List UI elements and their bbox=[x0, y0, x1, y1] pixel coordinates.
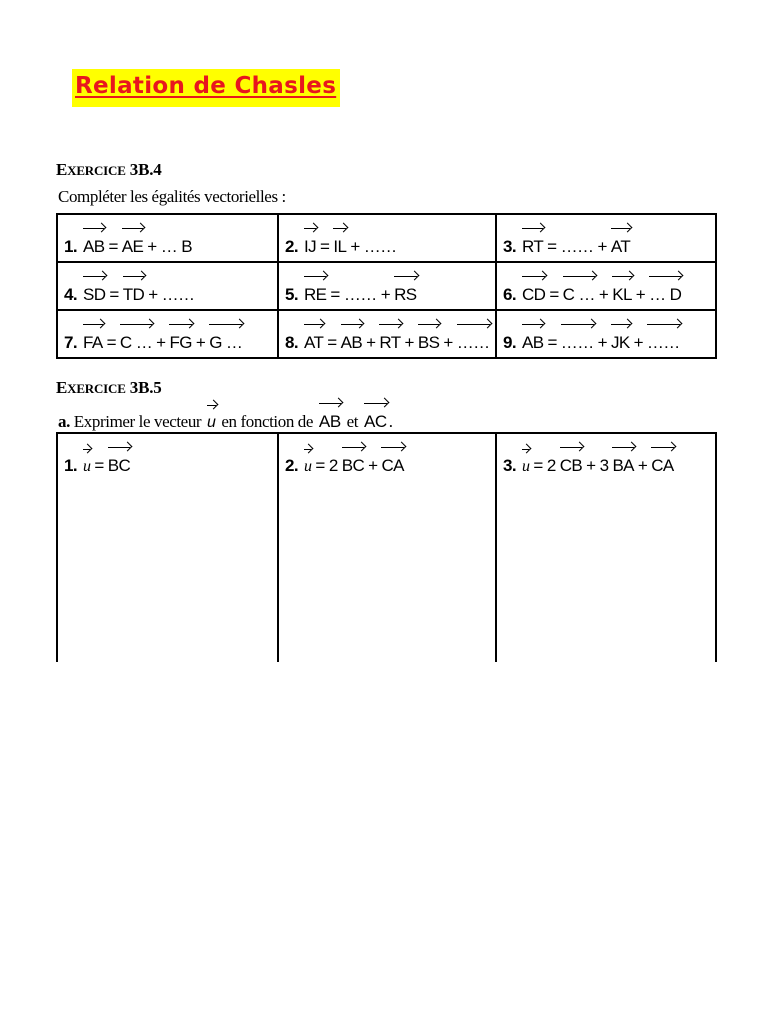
equality-cell bbox=[496, 262, 716, 310]
vector-term: C … bbox=[563, 271, 595, 305]
operator-text: = bbox=[94, 456, 104, 475]
vector-term: CA bbox=[381, 442, 403, 476]
operator-text: + bbox=[156, 333, 166, 352]
operator-text: = bbox=[320, 237, 330, 256]
operator-text: = bbox=[549, 285, 559, 304]
operator-text: + bbox=[443, 333, 453, 352]
equality-cell bbox=[57, 310, 278, 358]
item-number: 1. bbox=[64, 456, 77, 475]
vector-term: IL bbox=[333, 223, 346, 257]
operator-text: + 3 bbox=[586, 456, 609, 475]
operator-text: + bbox=[368, 456, 378, 475]
operator-text: + bbox=[404, 333, 414, 352]
answer-cell bbox=[278, 433, 496, 662]
vector-term: AC bbox=[364, 398, 387, 432]
vector-equality bbox=[503, 215, 715, 261]
equality-cell bbox=[496, 214, 716, 262]
equality-cell bbox=[278, 214, 496, 262]
vector-expression bbox=[285, 434, 495, 480]
vector-term: BA bbox=[612, 442, 633, 476]
exercise-3b4-instruction: Compléter les égalités vectorielles : bbox=[58, 187, 286, 206]
operator-text: Exprimer le vecteur bbox=[69, 412, 206, 431]
vector-term: C … bbox=[120, 319, 152, 353]
vector-term: …… bbox=[561, 319, 594, 353]
vector-term: RE bbox=[304, 271, 326, 305]
vector-equality bbox=[64, 263, 277, 309]
operator-text: = …… + bbox=[330, 285, 391, 304]
operator-text: et bbox=[342, 412, 362, 431]
operator-text: + …… bbox=[148, 285, 195, 304]
operator-text: . bbox=[388, 412, 393, 431]
vector-term: JK bbox=[611, 319, 630, 353]
vector-term: AE bbox=[122, 223, 143, 257]
vector-term: G … bbox=[209, 319, 242, 353]
item-number: 3. bbox=[503, 456, 516, 475]
vector-term: KL bbox=[612, 271, 632, 305]
operator-text: + bbox=[597, 333, 607, 352]
item-number: 2. bbox=[285, 456, 298, 475]
equality-cell bbox=[278, 262, 496, 310]
operator-text: + bbox=[637, 456, 648, 475]
vector-equality bbox=[285, 311, 495, 357]
vector-term: … D bbox=[649, 271, 681, 305]
operator-text: = bbox=[106, 333, 116, 352]
vector-term: CA bbox=[651, 442, 673, 476]
item-number: 2. bbox=[285, 237, 298, 256]
exercise-3b5-instruction bbox=[58, 392, 393, 432]
vector-term: FG bbox=[169, 319, 191, 353]
vector-equality bbox=[64, 215, 277, 261]
vector-term: RT bbox=[379, 319, 400, 353]
item-number: 7. bbox=[64, 333, 77, 352]
operator-text: = bbox=[327, 333, 337, 352]
vector-u: u bbox=[522, 444, 529, 476]
vector-equality bbox=[285, 215, 495, 261]
operator-text: + … B bbox=[147, 237, 192, 256]
operator-text: + …… bbox=[350, 237, 397, 256]
vector-term: RS bbox=[394, 271, 416, 305]
answer-cell bbox=[496, 433, 716, 662]
equality-cell bbox=[278, 310, 496, 358]
operator-text: = …… + bbox=[547, 237, 607, 256]
vector-term: AB bbox=[319, 398, 341, 432]
operator-text: + bbox=[366, 333, 376, 352]
vector-term: IJ bbox=[304, 223, 316, 257]
item-number: 6. bbox=[503, 285, 516, 304]
operator-text: + bbox=[598, 285, 609, 304]
operator-text: + bbox=[633, 333, 643, 352]
equality-cell bbox=[496, 310, 716, 358]
vector-term: BC bbox=[108, 442, 130, 476]
vector-u: u bbox=[83, 444, 90, 476]
operator-text: = bbox=[109, 285, 119, 304]
vector-term: …… bbox=[457, 319, 490, 353]
vector-u: u bbox=[207, 400, 216, 432]
vector-u: u bbox=[304, 444, 311, 476]
vector-term: CD bbox=[522, 271, 545, 305]
item-number: 3. bbox=[503, 237, 516, 256]
vector-term: AB bbox=[83, 223, 104, 257]
operator-text: en fonction de bbox=[217, 412, 317, 431]
operator-text: = 2 bbox=[315, 456, 338, 475]
page-title: Relation de Chasles bbox=[72, 69, 340, 107]
vector-term: RT bbox=[522, 223, 543, 257]
vector-term: FA bbox=[83, 319, 103, 353]
operator-text: = 2 bbox=[533, 456, 556, 475]
operator-text: = bbox=[108, 237, 118, 256]
vector-term: AB bbox=[522, 319, 543, 353]
vector-term: AT bbox=[304, 319, 323, 353]
item-number: 9. bbox=[503, 333, 516, 352]
operator-text: + bbox=[635, 285, 646, 304]
exercise-3b4-heading: EXERCICE 3B.4 bbox=[56, 160, 162, 179]
exercise-3b5-table bbox=[56, 432, 717, 662]
vector-term: BS bbox=[418, 319, 439, 353]
vector-term: AT bbox=[611, 223, 630, 257]
vector-term: TD bbox=[123, 271, 144, 305]
vector-term: …… bbox=[647, 319, 680, 353]
item-number: 1. bbox=[64, 237, 77, 256]
vector-equality bbox=[285, 263, 495, 309]
vector-expression bbox=[64, 434, 277, 480]
vector-term: SD bbox=[83, 271, 105, 305]
item-number: 5. bbox=[285, 285, 298, 304]
item-number: 4. bbox=[64, 285, 77, 304]
vector-equality bbox=[503, 263, 715, 309]
vector-equality bbox=[64, 311, 277, 357]
operator-text: = bbox=[547, 333, 557, 352]
equality-cell bbox=[57, 262, 278, 310]
vector-term: BC bbox=[342, 442, 364, 476]
vector-term: AB bbox=[341, 319, 362, 353]
operator-text: + bbox=[195, 333, 206, 352]
part-label: a. bbox=[58, 412, 70, 431]
exercise-3b4-table bbox=[56, 213, 717, 359]
exercise-3b5-heading: EXERCICE 3B.5 bbox=[56, 378, 162, 397]
vector-equality bbox=[503, 311, 715, 357]
equality-cell bbox=[57, 214, 278, 262]
vector-expression bbox=[503, 434, 715, 480]
vector-term: CB bbox=[560, 442, 582, 476]
answer-cell bbox=[57, 433, 278, 662]
item-number: 8. bbox=[285, 333, 298, 352]
